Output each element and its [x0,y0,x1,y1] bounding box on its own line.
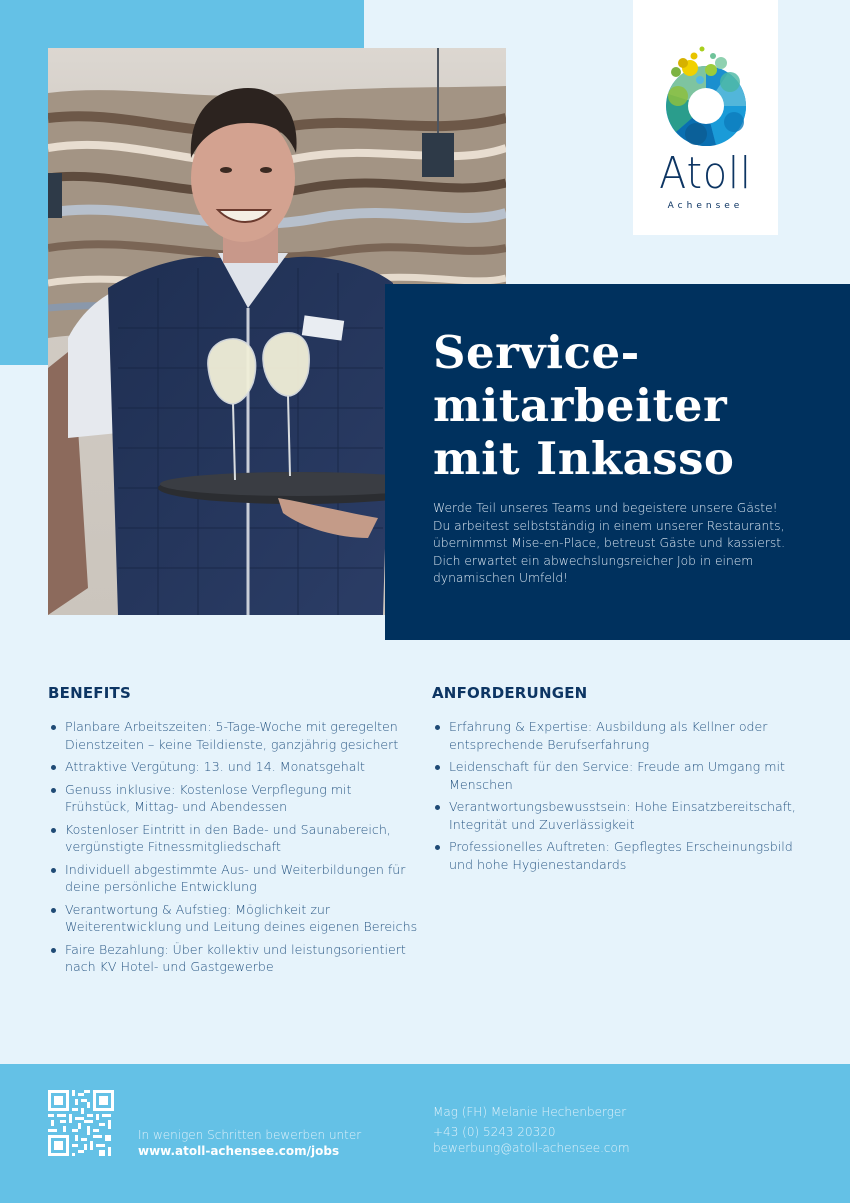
job-intro-line: dynamischen Umfeld! [433,571,569,585]
requirement-item: Professionelles Auftreten: Gepflegtes Erscheinungsbild und hohe Hygienestandards [432,838,817,873]
job-title [433,326,820,485]
hero-panel [385,284,850,640]
apply-info [138,1127,361,1159]
atoll-ring-logo-icon [656,36,756,146]
requirement-item: Leidenschaft für den Service: Freude am Umgang mit Menschen [432,758,817,793]
job-intro [433,500,833,588]
qr-code-icon[interactable] [48,1089,114,1157]
logo-wordmark: Atoll [659,148,752,199]
job-title-line: mit Inkasso [433,432,735,485]
benefit-item: Individuell abgestimmte Aus- und Weiterbildungen für deine persönliche Entwicklung [48,861,423,896]
apply-text: In wenigen Schritten bewerben unter [138,1128,362,1142]
atoll-logo [633,0,778,235]
job-title-line: Service- [433,326,640,379]
job-title-line: mitarbeiter [433,379,728,432]
contact-phone[interactable]: +43 (0) 5243 20320 [433,1125,556,1139]
footer [0,1064,850,1203]
contact-name: Mag (FH) Melanie Hechenberger [433,1105,627,1119]
job-intro-line: Werde Teil unseres Teams und begeistere unsere Gäste! [433,501,778,515]
job-intro-line: Dich erwartet ein abwechslungsreicher Job in einem [433,553,754,568]
benefit-item: Planbare Arbeitszeiten: 5-Tage-Woche mit geregelten Dienstzeiten – keine Teildienste, ganzjährig gesichert [48,718,423,753]
contact-info [433,1104,630,1156]
benefits-heading: BENEFITS [48,684,131,702]
job-intro-line: übernimmst Mise-en-Place, betreust Gäste und kassierst. [433,536,786,550]
benefit-item: Faire Bezahlung: Über kollektiv und leistungsorientiert nach KV Hotel- und Gastgewerbe [48,941,423,976]
requirement-item: Verantwortungsbewusstsein: Hohe Einsatzbereitschaft, Integrität und Zuverlässigkeit [432,798,817,833]
requirements-section [432,684,817,878]
requirements-list [432,718,817,873]
requirements-heading: ANFORDERUNGEN [432,684,588,702]
benefit-item: Genuss inklusive: Kostenlose Verpflegung mit Frühstück, Mittag- und Abendessen [48,781,423,816]
benefit-item: Kostenloser Eintritt in den Bade- und Saunabereich, vergünstigte Fitnessmitgliedschaft [48,821,423,856]
logo-subtitle: Achensee [667,201,744,211]
benefit-item: Attraktive Vergütung: 13. und 14. Monatsgehalt [48,758,423,776]
contact-email-link[interactable]: bewerbung@atoll-achensee.com [433,1141,630,1155]
job-intro-line: Du arbeitest selbstständig in einem unserer Restaurants, [433,518,785,533]
benefit-item: Verantwortung & Aufstieg: Möglichkeit zur Weiterentwicklung und Leitung deines eigenen Bereichs [48,901,423,936]
benefits-list [48,718,423,976]
jobs-url-link[interactable]: www.atoll-achensee.com/jobs [138,1144,340,1158]
benefits-section [48,684,423,981]
requirement-item: Erfahrung & Expertise: Ausbildung als Kellner oder entsprechende Berufserfahrung [432,718,817,753]
